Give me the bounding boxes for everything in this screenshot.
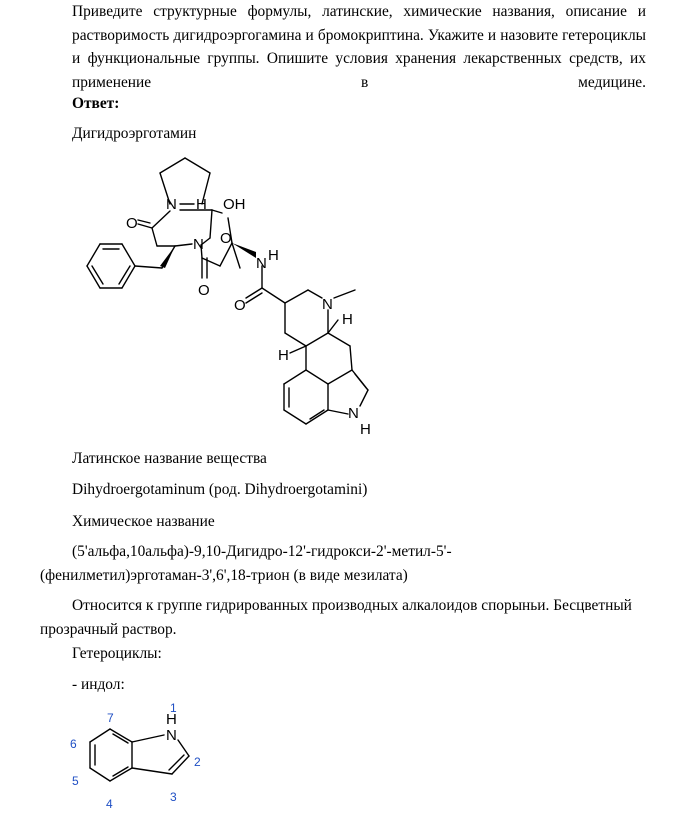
indole-num-2: 2 <box>194 755 201 769</box>
atom-h4: H <box>342 311 353 328</box>
atom-oh: OH <box>223 196 246 213</box>
atom-n3: N <box>256 255 267 272</box>
chem-heading: Химическое название <box>72 513 215 530</box>
indole-structure <box>62 696 212 816</box>
latin-name: Dihydroergotaminum (род. Dihydroergotamini) <box>72 481 368 498</box>
indole-num-5: 5 <box>72 774 79 788</box>
heterocycles-heading: Гетероциклы: <box>72 645 162 662</box>
latin-heading: Латинское название вещества <box>72 450 267 467</box>
atom-o1: O <box>126 215 138 232</box>
indole-item: - индол: <box>72 676 125 693</box>
atom-n1: N <box>166 196 177 213</box>
chem-name: (5'альфа,10альфа)-9,10-Дигидро-12'-гидрокси-2'-метил-5'-(фенилметил)эрготаман-3',6',18-трион (в виде мезилата) <box>40 543 452 584</box>
indole-num-6: 6 <box>70 737 77 751</box>
indole-num-1: 1 <box>170 701 177 715</box>
compound-name: Дигидроэрготамин <box>72 125 197 142</box>
indole-num-4: 4 <box>106 797 113 811</box>
indole-num-7: 7 <box>107 711 114 725</box>
indole-h: H <box>166 711 177 728</box>
description: Относится к группе гидрированных производных алкалоидов спорыньи. Бесцветный прозрачный раствор. <box>40 597 632 638</box>
indole-n: N <box>166 727 177 744</box>
atom-nh: N <box>348 405 359 422</box>
atom-h3: H <box>268 247 279 264</box>
answer-label: Ответ: <box>72 95 120 112</box>
atom-o4: O <box>234 297 246 314</box>
dihydroergotamine-structure <box>70 148 400 438</box>
atom-h1: H <box>196 196 207 213</box>
atom-o3: O <box>198 282 210 299</box>
atom-h5: H <box>278 347 289 364</box>
atom-n2: N <box>193 236 204 253</box>
question-text: Приведите структурные формулы, латинские, химические названия, описание и растворимость дигидроэргогамина и бромокриптина. Укажите и назовите гетероциклы и функциональные группы. Опишите условия хранения лекарственных средств, их применение в медицине. <box>72 3 646 91</box>
indole-num-3: 3 <box>170 790 177 804</box>
atom-o2: O <box>220 230 232 247</box>
atom-nh-h: H <box>360 421 371 438</box>
atom-n4: N <box>322 296 333 313</box>
